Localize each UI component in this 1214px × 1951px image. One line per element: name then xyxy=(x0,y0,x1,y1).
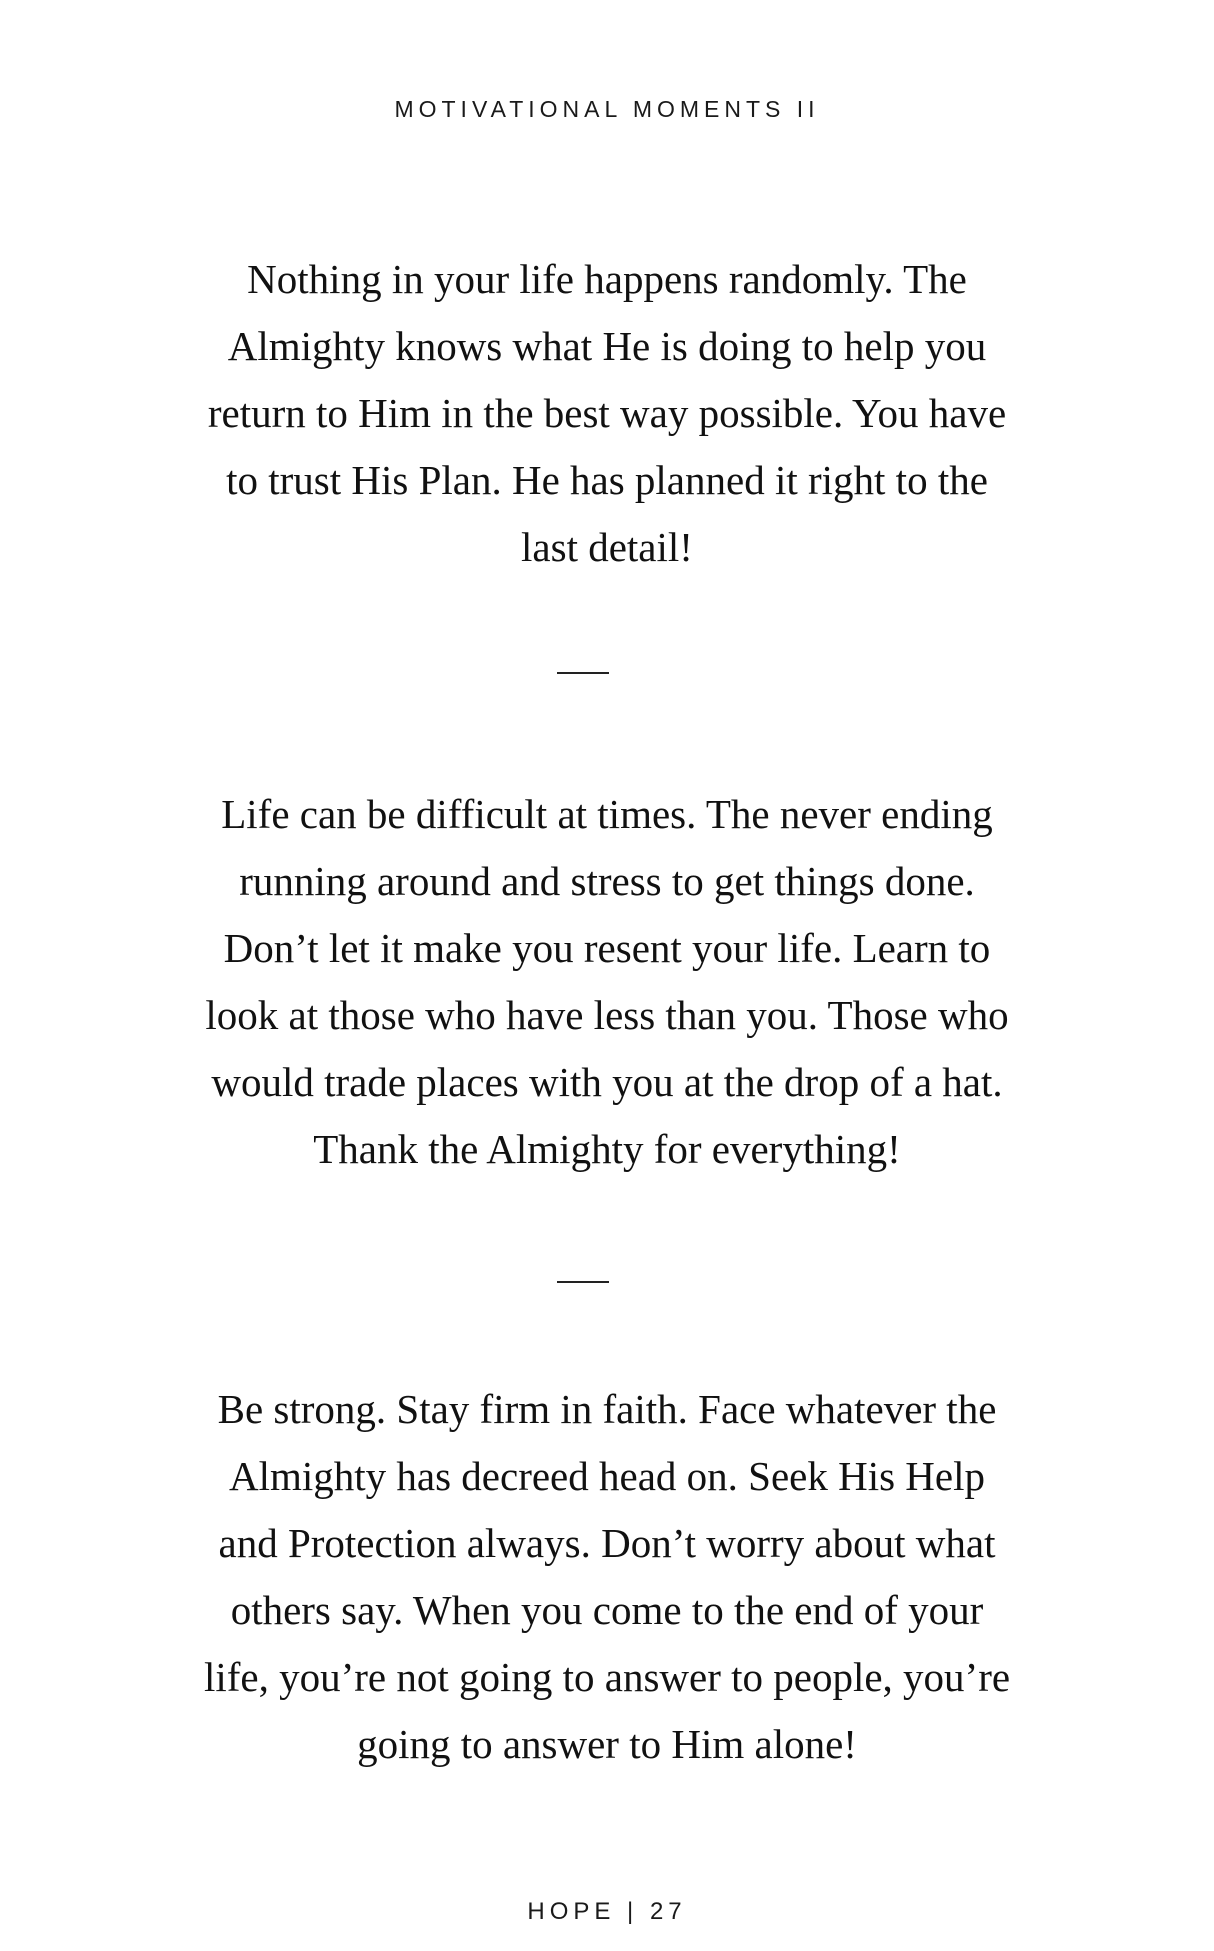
passage-line: running around and stress to get things done. xyxy=(239,858,975,904)
passage-line: last detail! xyxy=(521,524,693,570)
passage-3 xyxy=(130,1376,1084,1778)
passage-line: return to Him in the best way possible. You have xyxy=(207,390,1007,436)
passage-line: and Protection always. Don’t worry about what xyxy=(218,1520,996,1566)
passage-line: Life can be difficult at times. The never ending xyxy=(221,791,993,837)
section-divider xyxy=(557,1281,609,1283)
passage-line: to trust His Plan. He has planned it right to the xyxy=(226,457,988,503)
running-header: MOTIVATIONAL MOMENTS II xyxy=(394,96,820,122)
section-divider xyxy=(557,672,609,674)
passage-line: Be strong. Stay firm in faith. Face whatever the xyxy=(217,1386,997,1432)
passage-2 xyxy=(130,781,1084,1183)
passage-line: Don’t let it make you resent your life. Learn to xyxy=(223,925,991,971)
passage-1 xyxy=(130,246,1084,581)
passage-line: going to answer to Him alone! xyxy=(357,1721,857,1767)
passage-line: Almighty knows what He is doing to help you xyxy=(227,323,987,369)
page-footer: HOPE | 27 xyxy=(527,1898,687,1925)
passage-line: Almighty has decreed head on. Seek His Help xyxy=(228,1453,986,1499)
passage-line: would trade places with you at the drop of a hat. xyxy=(211,1059,1003,1105)
passage-line: life, you’re not going to answer to people, you’re xyxy=(203,1654,1011,1700)
passage-line: look at those who have less than you. Those who xyxy=(205,992,1009,1038)
passage-line: others say. When you come to the end of your xyxy=(230,1587,984,1633)
passage-line: Nothing in your life happens randomly. The xyxy=(247,256,967,302)
passage-line: Thank the Almighty for everything! xyxy=(313,1126,901,1172)
